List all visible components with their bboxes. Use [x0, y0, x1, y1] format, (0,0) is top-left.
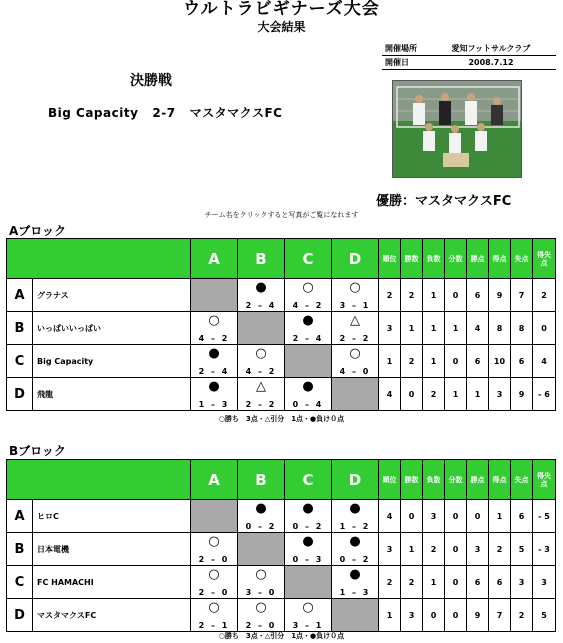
match-result-cell: [191, 599, 238, 632]
match-result-cell: [285, 500, 332, 533]
match-result-cell: [332, 566, 379, 599]
result-symbol: ○: [302, 600, 314, 615]
match-result-cell: [238, 500, 285, 533]
team-name-link[interactable]: グラナス: [33, 279, 191, 312]
result-symbol: ●: [302, 313, 314, 328]
match-score: 4 – 0: [339, 367, 371, 376]
match-score: 3 – 1: [292, 621, 324, 630]
match-result-cell: [238, 378, 285, 411]
stat-cell: 9: [489, 279, 511, 312]
stat-cell: 1: [423, 279, 445, 312]
col-header-a: A: [191, 460, 238, 500]
stat-cell: 7: [489, 599, 511, 632]
match-score: 2 – 2: [339, 334, 371, 343]
event-info-table: [382, 42, 556, 70]
stat-header-2: 負数: [423, 460, 445, 500]
result-symbol: ●: [302, 379, 314, 394]
result-symbol: △: [256, 379, 266, 394]
stat-cell: 6: [511, 345, 533, 378]
stat-cell: 1: [445, 378, 467, 411]
row-label: C: [7, 345, 33, 378]
col-header-c: C: [285, 239, 332, 279]
result-symbol: △: [350, 313, 360, 328]
stat-header-1: 勝数: [401, 460, 423, 500]
match-result-cell: [191, 566, 238, 599]
stat-cell: 1: [423, 345, 445, 378]
result-symbol: ●: [208, 379, 220, 394]
stat-cell: 2: [401, 279, 423, 312]
stat-cell: 1: [489, 500, 511, 533]
match-result-cell: [332, 533, 379, 566]
table-row: [7, 500, 556, 533]
match-score: 1 – 2: [339, 522, 371, 531]
result-symbol: ○: [208, 567, 220, 582]
winner-text: 優勝：マスタマクスFC: [376, 194, 512, 209]
self-match-cell: [332, 378, 379, 411]
match-score: 3 – 0: [245, 588, 277, 597]
stat-cell: 3: [533, 566, 556, 599]
result-symbol: ●: [302, 501, 314, 516]
table-row: [7, 599, 556, 632]
block-b-title: Bブロック: [9, 444, 66, 458]
stat-cell: 10: [489, 345, 511, 378]
row-label: A: [7, 279, 33, 312]
stat-cell: 3: [467, 533, 489, 566]
stat-cell: - 3: [533, 533, 556, 566]
result-symbol: ○: [208, 534, 220, 549]
match-score: 1 – 3: [339, 588, 371, 597]
result-symbol: ●: [349, 501, 361, 516]
stat-cell: 2: [401, 566, 423, 599]
row-label: C: [7, 566, 33, 599]
header-blank: [7, 460, 191, 500]
stat-cell: 0: [445, 345, 467, 378]
team-name-link[interactable]: 飛龍: [33, 378, 191, 411]
stat-header-5: 得点: [489, 460, 511, 500]
match-result-cell: [332, 500, 379, 533]
stat-header-6: 失点: [511, 239, 533, 279]
result-symbol: ●: [255, 280, 267, 295]
stat-cell: 4: [379, 500, 401, 533]
match-result-cell: [191, 345, 238, 378]
match-score: 1 – 3: [198, 400, 230, 409]
stat-cell: 2: [401, 345, 423, 378]
col-header-b: B: [238, 460, 285, 500]
team-name-link[interactable]: 日本電機: [33, 533, 191, 566]
venue-label: 開催場所: [382, 42, 426, 56]
row-label: B: [7, 312, 33, 345]
header-blank: [7, 239, 191, 279]
table-row: [7, 312, 556, 345]
final-score: 2-7: [152, 106, 176, 120]
self-match-cell: [238, 312, 285, 345]
stat-header-5: 得点: [489, 239, 511, 279]
stat-cell: 2: [379, 279, 401, 312]
stat-cell: 2: [489, 533, 511, 566]
stat-cell: 0: [423, 599, 445, 632]
stat-cell: 1: [379, 599, 401, 632]
stat-header-2: 負数: [423, 239, 445, 279]
result-symbol: ○: [255, 346, 267, 361]
match-result-cell: [285, 279, 332, 312]
stat-header-3: 分数: [445, 460, 467, 500]
stat-header-4: 勝点: [467, 239, 489, 279]
match-result-cell: [238, 566, 285, 599]
stat-cell: 1: [401, 533, 423, 566]
stat-cell: 6: [467, 345, 489, 378]
stat-cell: 1: [401, 312, 423, 345]
result-symbol: ●: [302, 534, 314, 549]
stat-header-4: 勝点: [467, 460, 489, 500]
match-score: 2 – 4: [245, 301, 277, 310]
match-result-cell: [238, 345, 285, 378]
team-name-link[interactable]: Big Capacity: [33, 345, 191, 378]
table-row: [7, 566, 556, 599]
stat-header-3: 分数: [445, 239, 467, 279]
stat-cell: 0: [533, 312, 556, 345]
stat-cell: 1: [423, 566, 445, 599]
stat-cell: 8: [489, 312, 511, 345]
col-header-d: D: [332, 460, 379, 500]
col-header-c: C: [285, 460, 332, 500]
result-symbol: ○: [208, 313, 220, 328]
self-match-cell: [332, 599, 379, 632]
table-row: [7, 279, 556, 312]
result-symbol: ○: [349, 346, 361, 361]
self-match-cell: [191, 279, 238, 312]
stat-cell: - 5: [533, 500, 556, 533]
final-heading: 決勝戦: [130, 73, 172, 89]
team-name-link[interactable]: ヒロC: [33, 500, 191, 533]
match-score: 2 – 1: [198, 621, 230, 630]
stat-cell: - 6: [533, 378, 556, 411]
legend-block-b: ○勝ち 3点・△引分 1点・●負け０点: [218, 632, 345, 640]
match-score: 0 – 2: [339, 555, 371, 564]
row-label: A: [7, 500, 33, 533]
match-result-cell: [285, 533, 332, 566]
result-symbol: ○: [208, 600, 220, 615]
final-team1: Big Capacity: [48, 106, 139, 120]
stat-cell: 7: [511, 279, 533, 312]
stat-cell: 0: [445, 566, 467, 599]
match-result-cell: [191, 378, 238, 411]
col-header-a: A: [191, 239, 238, 279]
col-header-b: B: [238, 239, 285, 279]
stat-cell: 6: [467, 279, 489, 312]
stat-header-7: 得失点: [533, 239, 556, 279]
match-score: 4 – 2: [245, 367, 277, 376]
match-result-cell: [332, 312, 379, 345]
stat-cell: 3: [511, 566, 533, 599]
team-name-link[interactable]: FC HAMACHI: [33, 566, 191, 599]
match-score: 0 – 3: [292, 555, 324, 564]
stat-cell: 0: [445, 533, 467, 566]
stat-cell: 2: [533, 279, 556, 312]
self-match-cell: [285, 345, 332, 378]
stat-cell: 4: [467, 312, 489, 345]
stat-cell: 2: [511, 599, 533, 632]
self-match-cell: [285, 566, 332, 599]
team-name-link[interactable]: マスタマクスFC: [33, 599, 191, 632]
stat-cell: 3: [401, 599, 423, 632]
match-score: 4 – 2: [198, 334, 230, 343]
result-symbol: ●: [349, 534, 361, 549]
final-result: [48, 104, 296, 121]
stat-cell: 3: [489, 378, 511, 411]
stat-cell: 4: [379, 378, 401, 411]
match-score: 0 – 2: [292, 522, 324, 531]
self-match-cell: [191, 500, 238, 533]
stat-cell: 8: [511, 312, 533, 345]
winner-team-photo: [392, 80, 522, 178]
match-score: 0 – 2: [245, 522, 277, 531]
match-result-cell: [238, 599, 285, 632]
stat-cell: 3: [423, 500, 445, 533]
stat-cell: 0: [445, 599, 467, 632]
stat-cell: 6: [511, 500, 533, 533]
stat-cell: 9: [511, 378, 533, 411]
team-name-link[interactable]: いっぱいいっぱい: [33, 312, 191, 345]
page-title: ウルトラビギナーズ大会: [183, 0, 380, 19]
match-score: 0 – 4: [292, 400, 324, 409]
date-value: 2008.7.12: [426, 56, 556, 70]
stat-header-1: 勝数: [401, 239, 423, 279]
match-score: 2 – 2: [245, 400, 277, 409]
stat-cell: 1: [423, 312, 445, 345]
match-result-cell: [285, 378, 332, 411]
table-row: [7, 378, 556, 411]
stat-cell: 3: [379, 312, 401, 345]
result-symbol: ○: [255, 567, 267, 582]
stat-cell: 6: [467, 566, 489, 599]
stat-cell: 5: [533, 599, 556, 632]
stat-cell: 1: [467, 378, 489, 411]
result-symbol: ○: [302, 280, 314, 295]
row-label: D: [7, 378, 33, 411]
stat-cell: 5: [511, 533, 533, 566]
row-label: B: [7, 533, 33, 566]
match-score: 3 – 1: [339, 301, 371, 310]
page-subtitle: 大会結果: [257, 20, 306, 34]
stat-cell: 0: [445, 500, 467, 533]
stat-cell: 3: [379, 533, 401, 566]
stat-cell: 2: [423, 378, 445, 411]
stat-cell: 6: [489, 566, 511, 599]
match-result-cell: [191, 312, 238, 345]
stat-cell: 1: [445, 312, 467, 345]
stat-cell: 2: [379, 566, 401, 599]
result-symbol: ●: [349, 567, 361, 582]
result-symbol: ○: [349, 280, 361, 295]
match-score: 2 – 0: [198, 588, 230, 597]
match-result-cell: [332, 345, 379, 378]
col-header-d: D: [332, 239, 379, 279]
table-row: [7, 533, 556, 566]
stat-header-6: 失点: [511, 460, 533, 500]
stat-cell: 2: [423, 533, 445, 566]
match-score: 2 – 4: [292, 334, 324, 343]
block-a-title: Aブロック: [9, 224, 67, 238]
match-score: 2 – 0: [198, 555, 230, 564]
final-team2: マスタマクスFC: [189, 106, 283, 120]
legend-block-a: ○勝ち 3点・△引分 1点・●負け０点: [218, 415, 345, 423]
table-row: [7, 345, 556, 378]
match-score: 4 – 2: [292, 301, 324, 310]
match-result-cell: [238, 279, 285, 312]
venue-value: 愛知フットサルクラブ: [426, 42, 556, 56]
match-score: 2 – 4: [198, 367, 230, 376]
date-label: 開催日: [382, 56, 426, 70]
self-match-cell: [238, 533, 285, 566]
stat-cell: 1: [379, 345, 401, 378]
block-b-table: [6, 459, 556, 632]
row-label: D: [7, 599, 33, 632]
result-symbol: ○: [255, 600, 267, 615]
match-result-cell: [332, 279, 379, 312]
stat-cell: 9: [467, 599, 489, 632]
click-instruction: チーム名をクリックすると写真がご覧になれます: [204, 211, 359, 219]
match-result-cell: [191, 533, 238, 566]
match-result-cell: [285, 599, 332, 632]
stat-cell: 0: [401, 378, 423, 411]
stat-cell: 4: [533, 345, 556, 378]
stat-cell: 0: [467, 500, 489, 533]
stat-cell: 0: [445, 279, 467, 312]
stat-header-0: 順位: [379, 239, 401, 279]
stat-header-7: 得失点: [533, 460, 556, 500]
match-score: 2 – 0: [245, 621, 277, 630]
match-result-cell: [285, 312, 332, 345]
block-a-table: [6, 238, 556, 411]
stat-cell: 0: [401, 500, 423, 533]
stat-header-0: 順位: [379, 460, 401, 500]
result-symbol: ●: [255, 501, 267, 516]
result-symbol: ●: [208, 346, 220, 361]
